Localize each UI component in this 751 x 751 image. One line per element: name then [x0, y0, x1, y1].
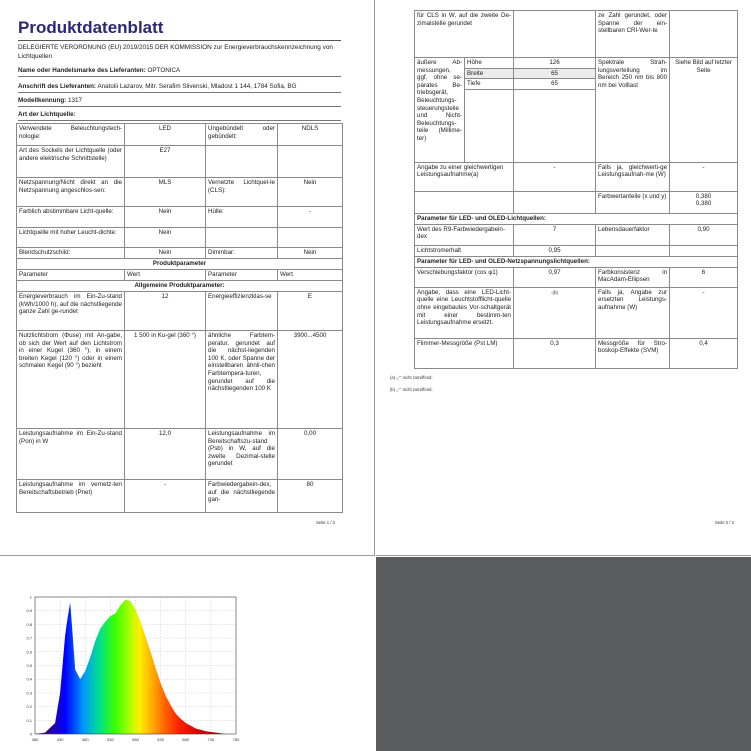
param-value: - — [125, 480, 206, 513]
footnote-b: (b) „-“: nicht zutreffend; — [390, 387, 433, 392]
param-label: ähnliche Farbtem-peratur, gerundet auf die nächst-liegenden 100 K, oder Spanne der einstellbaren ähnli-chen Farbtempera-turen, gerundet auf die nächstliegenden 100 K — [206, 331, 278, 429]
param-label: Falls ja, Angabe zur ersetzten Leistungs-aufnahme (W) — [596, 287, 670, 338]
table-row — [415, 287, 738, 338]
param-value: 0,00 — [278, 429, 343, 480]
footnote-a: (a) „-“: nicht zutreffend; — [390, 375, 433, 380]
param-label: Falls ja, gleichwerti-ge Leistungsaufnah-me (W) — [596, 162, 670, 191]
dimension-name: Höhe — [465, 58, 514, 69]
column-header: Wert — [278, 270, 343, 281]
x-tick-label: 380 — [31, 737, 39, 742]
param-label: Angabe, dass eine LED-Licht-quelle eine Leuchtstofflicht-quelle ohne eingebautes Vor-schaltgerät mit einer bestimm-ten Leistungsaufnahme ersetzt. — [415, 287, 514, 338]
y-tick-label: 0.8 — [26, 621, 32, 627]
section-heading: Produktparameter — [17, 259, 343, 270]
param-label: Hülle: — [206, 207, 278, 228]
document-title: Produktdatenblatt — [18, 18, 164, 37]
section-heading: Allgemeine Produktparameter: — [17, 281, 343, 292]
x-tick-label: 480 — [81, 737, 89, 742]
table-row — [415, 213, 738, 224]
supplier-name: OPTONICA — [147, 67, 181, 74]
y-tick-label: 0.1 — [26, 717, 32, 723]
param-label: Farbwertanteile (x und y) — [596, 191, 670, 213]
table-row — [415, 256, 738, 267]
empty-cell — [415, 191, 514, 213]
param-label: Farbwiedergabein-dex, auf die nächstliegende gan- — [206, 480, 278, 513]
page-number: Seite 2 / 3 — [715, 520, 734, 525]
param-label: Art des Sockels der Lichtquelle (oder andere elektrische Schnittstelle) — [17, 146, 125, 178]
param-label: Lebensdauerfaktor — [596, 224, 670, 245]
param-value — [670, 191, 738, 213]
y-tick-label: 0.6 — [26, 649, 32, 655]
chart-area — [35, 599, 237, 734]
empty-cell — [596, 245, 670, 256]
param-value: Nein — [125, 248, 206, 259]
param-label: Wert des R9-Farbwiedergabein-dex — [415, 224, 514, 245]
param-label: Dimmbar: — [206, 248, 278, 259]
table-row — [415, 224, 738, 245]
y-tick-label: 0.4 — [26, 676, 32, 682]
param-value: Nein — [125, 207, 206, 228]
param-value: - — [670, 287, 738, 338]
param-value: E27 — [125, 146, 206, 178]
param-value: 0,90 — [670, 224, 738, 245]
empty-cell — [670, 245, 738, 256]
x-tick-label: 630 — [157, 737, 164, 742]
param-value: 0,97 — [514, 267, 596, 287]
table-row — [17, 292, 343, 331]
param-value: Nein — [125, 228, 206, 248]
spectral-value: Siehe Bild auf letzter Seite — [670, 58, 738, 163]
param-label: Verschiebungsfaktor (cos φ1) — [415, 267, 514, 287]
param-value: LED — [125, 124, 206, 146]
page-number: Seite 1 / 3 — [316, 520, 335, 525]
param-label: Flimmer-Messgröße (Pst LM) — [415, 338, 514, 368]
table-row — [415, 267, 738, 287]
table-row — [17, 259, 343, 270]
x-tick-label: 780 — [232, 737, 240, 742]
spectral-label: Spektrale Strah-lungsverteilung im Bereich 250 nm bis 800 nm bei Volllast — [596, 58, 670, 163]
spectral-distribution-chart — [0, 557, 375, 751]
x-tick-label: 730 — [207, 737, 215, 742]
param-value: 12 — [125, 292, 206, 331]
y-tick-label: 1 — [29, 594, 32, 600]
dimension-name: Breite — [465, 68, 514, 79]
param-value: 0,95 — [514, 245, 596, 256]
param-value: 1 500 in Ku-gel (360 °) — [125, 331, 206, 429]
table-row — [17, 178, 343, 207]
table-row — [17, 429, 343, 480]
y-tick-label: 0 — [29, 731, 32, 737]
empty-cell — [514, 89, 596, 162]
section-heading: Parameter für LED- und OLED-Netzspannungslichtquellen: — [415, 256, 738, 267]
param-value: - — [278, 207, 343, 228]
empty-cell — [465, 89, 514, 162]
y-tick-label: 0.5 — [26, 663, 32, 668]
dimension-name: Tiefe — [465, 79, 514, 90]
param-value: 7 — [514, 224, 596, 245]
title-rule — [18, 40, 341, 41]
x-tick-label: 530 — [107, 737, 114, 742]
table-row — [17, 207, 343, 228]
param-value: Nein — [278, 178, 343, 207]
param-label: Energieverbrauch im Ein-Zu-stand (kWh/1000 h), auf die nächstliegende ganze Zahl ge-rundet — [17, 292, 125, 331]
param-label: Messgröße für Stro-boskop-Effekte (SVM) — [596, 338, 670, 368]
param-value: 0,4 — [670, 338, 738, 368]
param-value — [670, 11, 738, 58]
table-row — [415, 338, 738, 368]
viewer-background — [376, 557, 751, 751]
table-row — [415, 58, 738, 69]
param-label: Leistungsaufnahme im vernetz-ten Bereitschaftsbetrieb (Pnet) — [17, 480, 125, 513]
param-label: Netzspannung/Nicht direkt an die Netzspannung angeschlos-sen: — [17, 178, 125, 207]
param-value: 12,0 — [125, 429, 206, 480]
table-row — [415, 11, 738, 58]
table-header-row — [17, 270, 343, 281]
param-label: Farblich abstimmbare Licht-quelle: — [17, 207, 125, 228]
model-line — [18, 96, 341, 107]
param-label: Leistungsaufnahme im Bereitschaftszu-stand (Psb) in W, auf die zweite Dezimal-stelle gerundet — [206, 429, 278, 480]
param-label — [206, 146, 278, 178]
light-type-heading — [18, 110, 341, 121]
x-tick-label: 430 — [56, 737, 64, 742]
param-label: Lichtstromerhalt — [415, 245, 514, 256]
param-value: 6 — [670, 267, 738, 287]
param-value — [278, 146, 343, 178]
param-value: 80 — [278, 480, 343, 513]
model-label: Modellkennung: — [18, 97, 67, 104]
param-value: MLS — [125, 178, 206, 207]
param-label: Verwendete Beleuchtungstech-nologie: — [17, 124, 125, 146]
dimension-value: 126 — [514, 58, 596, 69]
param-label: Farbkonsistenz in MacAdam-Ellipsen — [596, 267, 670, 287]
chroma-x: 0,380 — [695, 192, 712, 200]
supplier-address: Anatolii Lazarov, Mitr. Serafim Slivenski, Mladost 1 144, 1784 Sofia, BG — [97, 83, 297, 90]
dimensions-label: äußere Ab-messungen, ggf. ohne se-parates Be-triebsgerät, Beleuchtungs-steuerungsteile und Nicht-Beleuchtungs-teile (Millime-ter) — [415, 58, 465, 163]
param-value: - — [670, 162, 738, 191]
page-3 — [0, 557, 375, 751]
param-value: 0,3 — [514, 338, 596, 368]
x-tick-label: 680 — [182, 737, 190, 742]
light-type-label: Art der Lichtquelle: — [18, 111, 76, 118]
param-value: 3900...4500 — [278, 331, 343, 429]
table-row — [415, 191, 738, 213]
chroma-y: 0,380 — [695, 200, 712, 208]
y-tick-label: 0.9 — [26, 608, 32, 614]
column-header: Parameter — [17, 270, 125, 281]
supplier-address-line — [18, 82, 341, 93]
column-header: Parameter — [206, 270, 278, 281]
param-value: E — [278, 292, 343, 331]
param-label: ze Zahl gerundet, oder Spanne der ein-stellbaren CRI-Wer-te — [596, 11, 670, 58]
table-row — [415, 245, 738, 256]
regulation-text: DELEGIERTE VERORDNUNG (EU) 2019/2015 DER KOMMISSION zur Energieverbrauchskennzeichnung von Lichtquellen — [18, 44, 333, 60]
param-label: Vernetzte Lichtquel-le (CLS): — [206, 178, 278, 207]
dimension-value: 65 — [514, 79, 596, 90]
empty-cell — [514, 191, 596, 213]
table-row — [17, 281, 343, 292]
table-row — [17, 228, 343, 248]
param-value — [514, 11, 596, 58]
page-2 — [376, 0, 751, 556]
parameters-table-continued — [414, 10, 738, 369]
param-label: Energieeffizienzklas-se — [206, 292, 278, 331]
table-row — [415, 162, 738, 191]
supplier-address-label: Anschrift des Lieferanten: — [18, 83, 97, 90]
y-tick-label: 0.7 — [26, 635, 32, 641]
param-label: Lichtquelle mit hoher Leucht-dichte: — [17, 228, 125, 248]
table-row — [17, 480, 343, 513]
light-type-table — [16, 123, 343, 513]
column-header: Wert — [125, 270, 206, 281]
supplier-name-label: Name oder Handelsmarke des Lieferanten: — [18, 67, 146, 74]
table-row — [17, 248, 343, 259]
x-tick-label: 580 — [132, 737, 139, 742]
spectrum-series-area — [35, 600, 236, 734]
y-tick-label: 0.2 — [26, 704, 32, 710]
dimension-value: 65 — [514, 68, 596, 79]
param-label: Angabe zu einer gleichwertigen Leistungsaufnahme(a) — [415, 162, 514, 191]
param-label: Nutzlichtstrom (Φuse) mit An-gabe, ob sich der Wert auf den Lichtstrom in einer Kugel (360 °), in einem breiten Kegel (120 °) oder in einem schmalen Kegel (90 °) bezieht — [17, 331, 125, 429]
param-value: NDLS — [278, 124, 343, 146]
y-tick-label: 0.3 — [26, 690, 32, 696]
param-label: für CLS in W, auf die zweite De-zimalstelle gerundet — [415, 11, 514, 58]
table-row — [17, 146, 343, 178]
section-heading: Parameter für LED- und OLED-Lichtquellen: — [415, 213, 738, 224]
table-row — [17, 331, 343, 429]
table-row — [17, 124, 343, 146]
param-label: Leistungsaufnahme im Ein-Zu-stand (Pon) in W — [17, 429, 125, 480]
page-1 — [0, 0, 375, 556]
param-label: Ungebündelt oder gebündelt: — [206, 124, 278, 146]
param-value: Nein — [278, 248, 343, 259]
model-id: 1317 — [68, 97, 83, 104]
param-value — [278, 228, 343, 248]
param-label — [206, 228, 278, 248]
param-value: -(b) — [514, 287, 596, 338]
param-value: - — [514, 162, 596, 191]
param-label: Blendschutzschild: — [17, 248, 125, 259]
supplier-name-line — [18, 66, 341, 77]
